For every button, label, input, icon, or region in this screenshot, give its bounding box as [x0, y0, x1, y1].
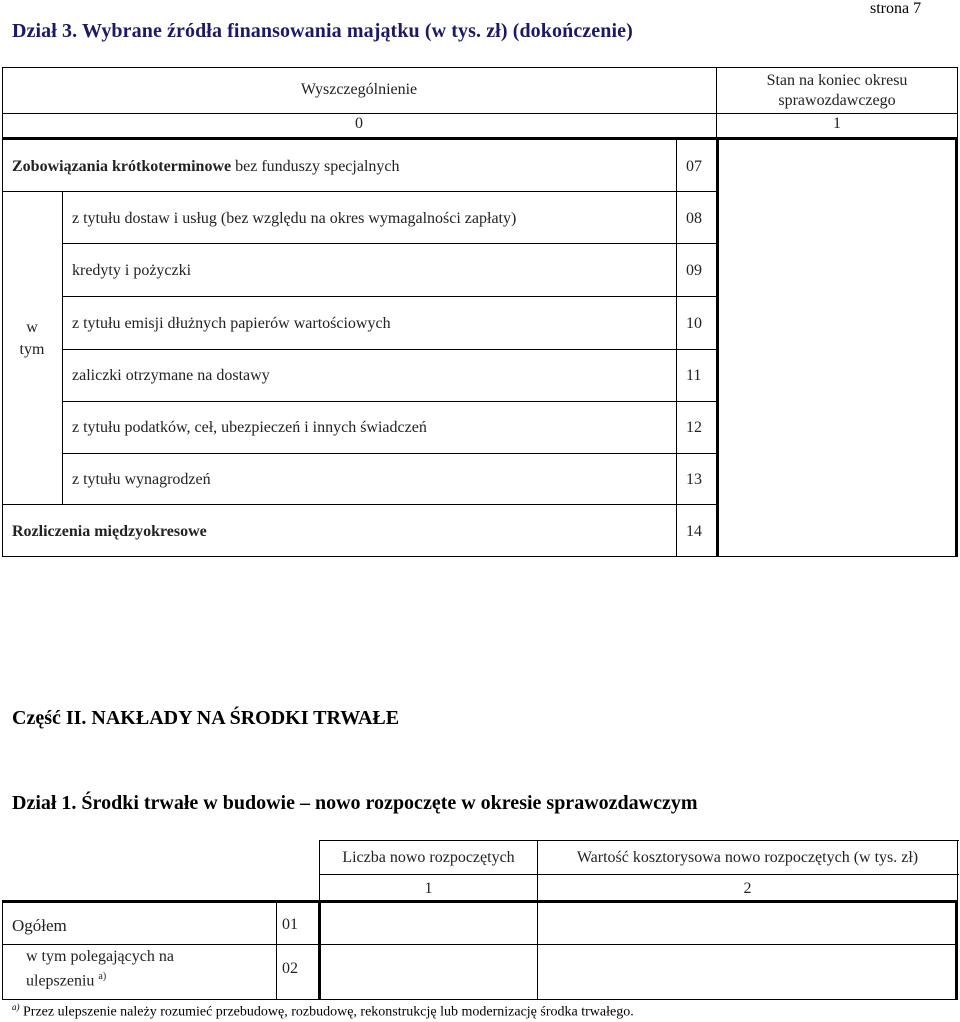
column-header-value: Wartość kosztorysowa nowo rozpoczętych (w tys. zł): [576, 849, 919, 866]
group-label-in-which: w tym: [19, 319, 45, 358]
financing-sources-table: [0, 67, 960, 557]
value-cell-01-count[interactable]: [321, 903, 537, 944]
column-index-0: 0: [355, 115, 363, 132]
value-cell-12[interactable]: [719, 402, 955, 453]
column-index-1: 1: [424, 880, 433, 897]
fixed-assets-table: [0, 840, 960, 1000]
value-cell-01-value[interactable]: [538, 903, 955, 944]
row-code: 12: [686, 419, 702, 436]
row-label: z tytułu dostaw i usług (bez względu na okres wymagalności zapłaty): [72, 210, 517, 227]
row-label: z tytułu podatków, ceł, ubezpieczeń i innych świadczeń: [72, 419, 427, 436]
value-cell-13[interactable]: [719, 454, 955, 504]
value-cell-11[interactable]: [719, 350, 955, 401]
footnote: $^{a)}$ Przez ulepszenie należy rozumieć przebudowę, rozbudowę, rekonstrukcję lub modernizację środka trwałego.: [12, 1002, 634, 1020]
column-header-period-end: Stan na koniec okresu sprawozdawczego: [766, 72, 908, 109]
row-code: 10: [686, 315, 702, 332]
row-code: 02: [282, 960, 298, 977]
column-header-description: Wyszczególnienie: [300, 81, 418, 98]
value-cell-09[interactable]: [719, 244, 955, 296]
row-code: 14: [686, 523, 702, 540]
column-header-count: Liczba nowo rozpoczętych: [342, 849, 515, 866]
row-label-improvements: w tym polegających na ulepszeniu $^{a)}$: [26, 948, 174, 990]
row-code: 09: [686, 262, 702, 279]
row-label: z tytułu wynagrodzeń: [72, 471, 211, 488]
row-label: z tytułu emisji dłużnych papierów wartościowych: [72, 315, 391, 332]
value-cell-02-value[interactable]: [538, 945, 955, 999]
part-title: Część II. NAKŁADY NA ŚRODKI TRWAŁE: [12, 707, 400, 729]
value-cell-14[interactable]: [719, 505, 955, 556]
row-code: 11: [686, 367, 702, 384]
row-label: zaliczki otrzymane na dostawy: [72, 367, 270, 384]
column-index-2: 2: [743, 880, 752, 897]
row-code: 07: [686, 158, 702, 175]
value-cell-07[interactable]: [719, 140, 955, 191]
section-title: Dział 3. Wybrane źródła finansowania majątku (w tys. zł) (dokończenie): [12, 20, 633, 42]
row-label-total: Ogółem: [12, 916, 67, 935]
column-index-1: 1: [833, 115, 841, 132]
subsection-title: Dział 1. Środki trwałe w budowie – nowo rozpoczęte w okresie sprawozdawczym: [12, 792, 698, 814]
page-number: strona 7: [870, 0, 922, 17]
row-code: 13: [686, 471, 702, 488]
row-label-accruals: Rozliczenia międzyokresowe: [12, 523, 207, 540]
row-code: 08: [686, 210, 702, 227]
row-label-short-term-liabilities: Zobowiązania krótkoterminowe bez funduszy specjalnych: [12, 158, 400, 175]
value-cell-10[interactable]: [719, 297, 955, 349]
row-label: kredyty i pożyczki: [72, 262, 192, 279]
value-cell-08[interactable]: [719, 192, 955, 243]
row-code: 01: [282, 916, 298, 933]
value-cell-02-count[interactable]: [321, 945, 537, 999]
